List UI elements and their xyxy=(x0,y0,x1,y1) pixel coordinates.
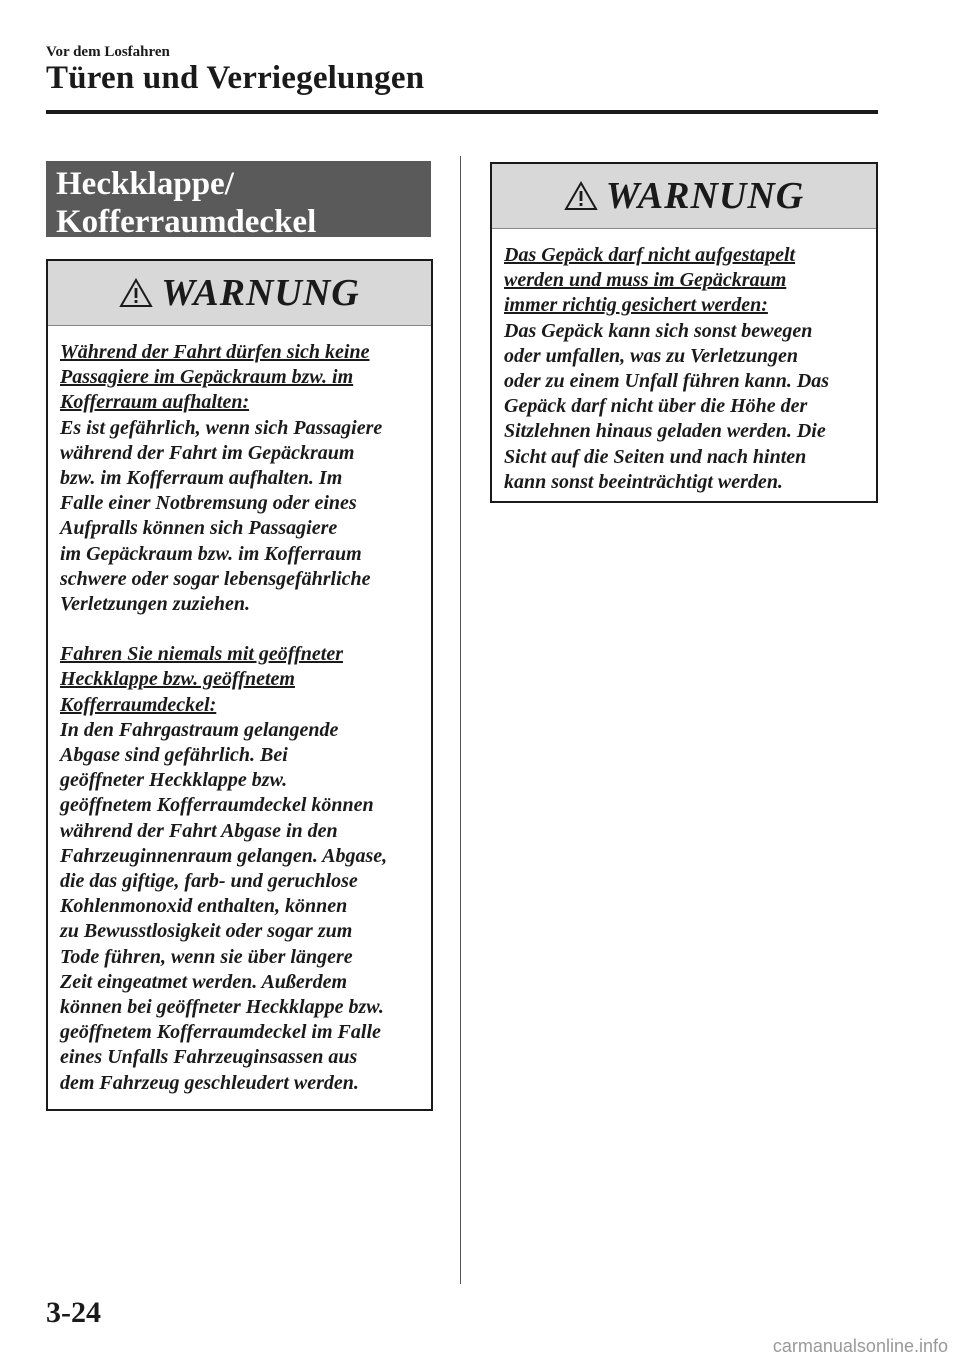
warning-header xyxy=(48,261,431,326)
warning-heading-line: werden und muss im Gepäckraum xyxy=(504,269,787,292)
warning-box-left xyxy=(46,259,433,1111)
warning-text-line: geöffnetem Kofferraumdeckel im Falle xyxy=(60,1021,381,1044)
page-number: 3-24 xyxy=(46,1296,101,1329)
warning-text-line: In den Fahrgastraum gelangende xyxy=(60,718,339,741)
column-divider xyxy=(460,156,461,1284)
topic-heading-line: Kofferraumdeckel xyxy=(56,204,317,240)
warning-text-line: können bei geöffneter Heckklappe bzw. xyxy=(60,996,384,1019)
warning-text-line: schwere oder sogar lebensgefährliche xyxy=(60,567,371,590)
warning-header xyxy=(492,164,876,229)
header-rule xyxy=(46,110,878,114)
warning-text-line: kann sonst beeinträchtigt werden. xyxy=(504,470,783,493)
warning-text-line: Fahrzeuginnenraum gelangen. Abgase, xyxy=(60,844,388,867)
warning-text-line: Sitzlehnen hinaus geladen werden. Die xyxy=(504,420,826,443)
warning-heading-line: Während der Fahrt dürfen sich keine xyxy=(60,341,370,363)
warning-text-line: die das giftige, farb- und geruchlose xyxy=(60,870,358,893)
warning-text-line: Verletzungen zuziehen. xyxy=(60,593,251,616)
warning-text-line: Das Gepäck kann sich sonst bewegen xyxy=(504,319,813,342)
warning-title: WARNUNG xyxy=(605,175,805,217)
warning-text-line: Gepäck darf nicht über die Höhe der xyxy=(504,395,808,418)
warning-triangle-icon xyxy=(119,278,153,308)
page-title: Türen und Verriegelungen xyxy=(46,60,425,96)
warning-text-line: geöffneter Heckklappe bzw. xyxy=(60,769,288,792)
warning-title: WARNUNG xyxy=(161,272,360,314)
warning-heading-line: Das Gepäck darf nicht aufgestapelt xyxy=(504,244,796,266)
warning-triangle-icon xyxy=(564,181,598,211)
warning-text-line: Kohlenmonoxid enthalten, können xyxy=(60,895,348,918)
warning-text-line: Zeit eingeatmet werden. Außerdem xyxy=(60,970,348,993)
warning-heading-line: Fahren Sie niemals mit geöffneter xyxy=(60,643,343,666)
warning-text-line: Tode führen, wenn sie über längere xyxy=(60,945,353,968)
topic-heading xyxy=(46,161,431,240)
watermark: carmanualsonline.info xyxy=(772,1336,948,1356)
warning-text-line: zu Bewusstlosigkeit oder sogar zum xyxy=(60,920,353,943)
warning-text-line: oder zu einem Unfall führen kann. Das xyxy=(504,370,830,393)
warning-text-line: Aufpralls können sich Passagiere xyxy=(60,517,338,540)
warning-text-line: dem Fahrzeug geschleudert werden. xyxy=(60,1071,359,1094)
warning-heading-line: Passagiere im Gepäckraum bzw. im xyxy=(60,366,354,389)
warning-body xyxy=(48,326,431,1108)
warning-text-line: Es ist gefährlich, wenn sich Passagiere xyxy=(60,416,383,439)
warning-text-line: Sicht auf die Seiten und nach hinten xyxy=(504,445,807,468)
warning-box-right xyxy=(490,162,878,503)
chapter-label: Vor dem Losfahren xyxy=(46,44,170,60)
warning-body xyxy=(492,229,876,507)
warning-text-line: während der Fahrt Abgase in den xyxy=(60,819,338,842)
warning-text-line: Falle einer Notbremsung oder eines xyxy=(60,492,357,515)
warning-heading-line: immer richtig gesichert werden: xyxy=(504,294,768,317)
warning-text-line: eines Unfalls Fahrzeuginsassen aus xyxy=(60,1046,358,1069)
topic-heading-line: Heckklappe/ xyxy=(56,166,234,202)
warning-text-line: im Gepäckraum bzw. im Kofferraum xyxy=(60,542,362,565)
warning-text-line: geöffnetem Kofferraumdeckel können xyxy=(60,794,374,817)
warning-heading-line: Heckklappe bzw. geöffnetem xyxy=(60,668,295,691)
warning-heading-line: Kofferraum aufhalten: xyxy=(60,391,250,414)
warning-text-line: während der Fahrt im Gepäckraum xyxy=(60,441,355,464)
warning-text-line: oder umfallen, was zu Verletzungen xyxy=(504,344,798,367)
warning-text-line: Abgase sind gefährlich. Bei xyxy=(60,744,288,767)
warning-heading-line: Kofferraumdeckel: xyxy=(60,693,217,716)
warning-text-line: bzw. im Kofferraum aufhalten. Im xyxy=(60,467,343,490)
